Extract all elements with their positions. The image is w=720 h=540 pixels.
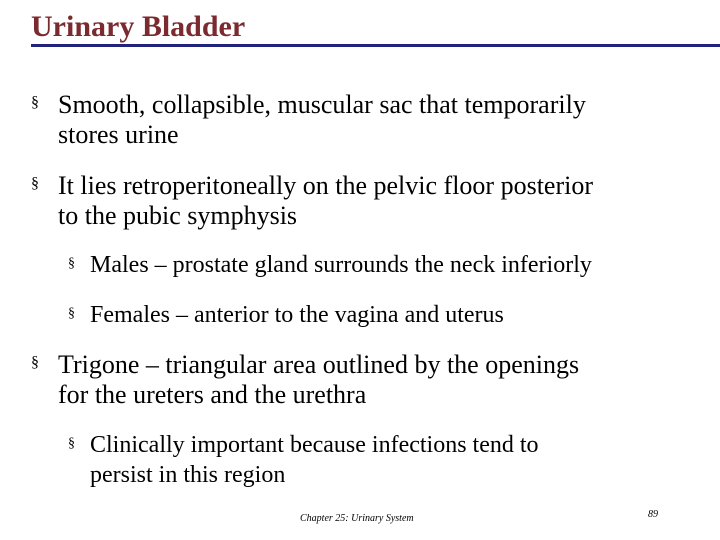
page-number: 89 — [648, 509, 658, 520]
bullet-text — [58, 171, 593, 231]
sub-bullet-marker-icon: § — [68, 256, 75, 271]
bullet-marker-icon: § — [31, 94, 39, 111]
sub-bullet-line: persist in this region — [90, 462, 286, 488]
bullet-marker-icon: § — [31, 354, 39, 371]
sub-bullet-text — [90, 300, 504, 330]
bullet-line: for the ureters and the urethra — [58, 380, 367, 409]
sub-bullet-line: Clinically important because infections tend to — [90, 432, 539, 458]
sub-bullet-marker-icon: § — [68, 306, 75, 321]
sub-bullet-line: Females – anterior to the vagina and uterus — [90, 302, 504, 328]
bullet-text — [58, 90, 586, 150]
sub-bullet-text — [90, 250, 592, 280]
bullet-text — [58, 350, 579, 410]
bullet-marker-icon: § — [31, 175, 39, 192]
footer-chapter-label: Chapter 25: Urinary System — [300, 513, 414, 524]
bullet-line: It lies retroperitoneally on the pelvic floor posterior — [58, 171, 593, 200]
sub-bullet-line: Males – prostate gland surrounds the neck inferiorly — [90, 252, 592, 278]
slide-title: Urinary Bladder — [31, 10, 246, 43]
sub-bullet-text — [90, 430, 539, 490]
bullet-line: Smooth, collapsible, muscular sac that temporarily — [58, 90, 586, 119]
bullet-line: stores urine — [58, 120, 179, 149]
bullet-line: Trigone – triangular area outlined by the openings — [58, 350, 580, 379]
title-underline — [31, 44, 720, 47]
sub-bullet-marker-icon: § — [68, 436, 75, 451]
bullet-line: to the pubic symphysis — [58, 201, 298, 230]
